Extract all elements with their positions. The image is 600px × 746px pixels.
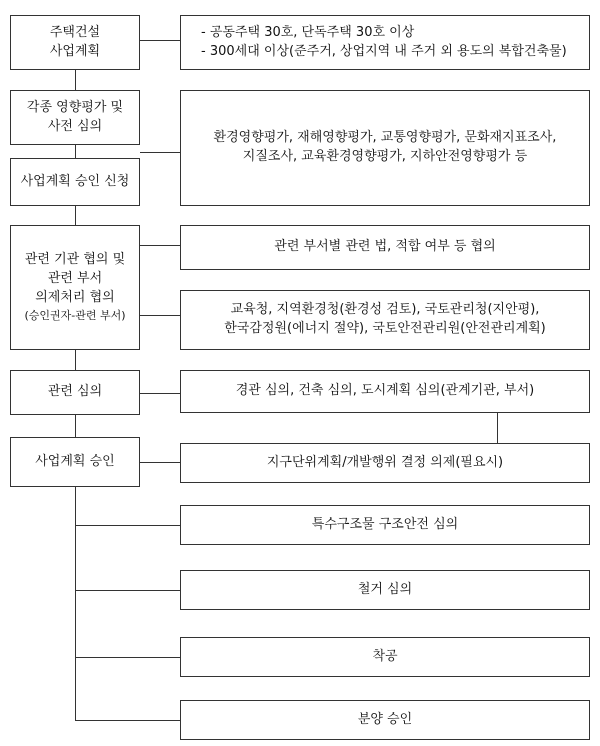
detail-text: 경관 심의, 건축 심의, 도시계획 심의(관계기관, 부서) xyxy=(235,383,535,399)
step-text: 사전 심의 xyxy=(47,118,103,134)
step-text: 사업계획 xyxy=(49,43,101,59)
connector-s6-d6 xyxy=(140,462,180,463)
step-plan-approval xyxy=(10,437,140,487)
step-note: (승인권자-관련 부서) xyxy=(24,308,126,322)
connector-s1-d1 xyxy=(140,40,180,41)
step-text: 관련 부서 xyxy=(47,271,103,287)
detail-structural-review xyxy=(180,505,590,545)
detail-scope xyxy=(180,15,590,70)
step-text: 각종 영향평가 및 xyxy=(26,99,124,115)
detail-dept-consultation xyxy=(180,225,590,270)
connector-s4-d3 xyxy=(140,245,180,246)
step-text: 의제처리 협의 xyxy=(35,289,115,305)
detail-text: - 300세대 이상(준주거, 상업지역 내 주거 외 용도의 복합건축물) xyxy=(201,43,567,59)
branch-d10 xyxy=(75,720,180,721)
detail-text: 착공 xyxy=(372,648,398,664)
connector-s2-d2 xyxy=(140,152,180,153)
connector-d5-d6 xyxy=(497,413,498,443)
detail-text: 지질조사, 교육환경영향평가, 지하안전영향평가 등 xyxy=(242,149,528,164)
detail-demolition-review xyxy=(180,570,590,610)
connector-s4-d4 xyxy=(140,315,180,316)
detail-text: 관련 부서별 관련 법, 적합 여부 등 협의 xyxy=(274,239,496,255)
detail-text: 철거 심의 xyxy=(357,581,413,597)
step-agency-consultation xyxy=(10,225,140,350)
step-housing-plan xyxy=(10,15,140,70)
step-approval-application xyxy=(10,158,140,206)
detail-text: 분양 승인 xyxy=(357,711,413,727)
branch-d8 xyxy=(75,590,180,591)
detail-text: 환경영향평가, 재해영향평가, 교통영향평가, 문화재지표조사, xyxy=(213,130,557,146)
detail-text: 교육청, 지역환경청(환경성 검토), 국토관리청(지안평), xyxy=(230,302,540,318)
step-related-review xyxy=(10,370,140,415)
detail-district-plan xyxy=(180,443,590,483)
branch-d7 xyxy=(75,525,180,526)
step-text: 관련 심의 xyxy=(47,384,103,400)
branch-d9 xyxy=(75,657,180,658)
step-text: 사업계획 승인 xyxy=(35,453,115,469)
detail-text: - 공동주택 30호, 단독주택 30호 이상 xyxy=(201,24,415,40)
detail-text: 특수구조물 구조안전 심의 xyxy=(311,516,459,532)
detail-text: 한국감정원(에너지 절약), 국토안전관리원(안전관리계획) xyxy=(224,321,546,336)
step-text: 사업계획 승인 신청 xyxy=(20,173,130,189)
step-text: 관련 기관 협의 및 xyxy=(24,252,126,268)
detail-text: 지구단위계획/개발행위 결정 의제(필요시) xyxy=(266,454,504,470)
detail-agencies xyxy=(180,290,590,350)
detail-assessments xyxy=(180,90,590,206)
detail-construction-start xyxy=(180,637,590,677)
step-text: 주택건설 xyxy=(49,24,101,40)
connector-s5-d5 xyxy=(140,393,180,394)
detail-sale-approval xyxy=(180,700,590,740)
detail-reviews xyxy=(180,370,590,413)
step-impact-assessment xyxy=(10,90,140,145)
